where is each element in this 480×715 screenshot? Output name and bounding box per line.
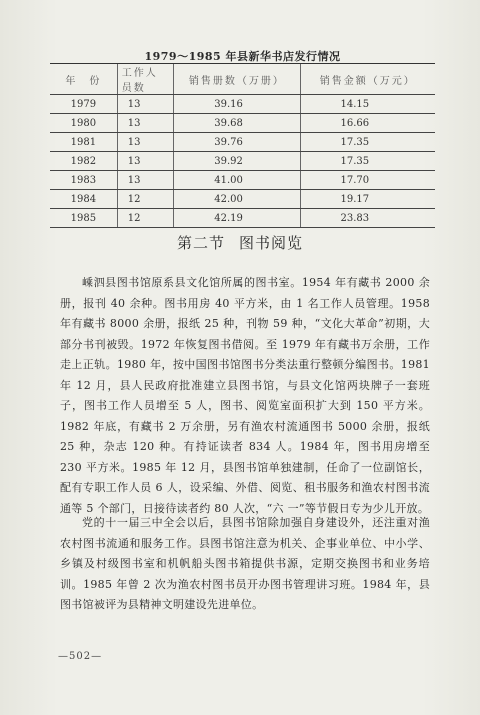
cell-amount: 16.66: [300, 114, 435, 133]
cell-volume: 41.00: [174, 171, 300, 190]
table-row: [50, 133, 435, 152]
cell-year: 1979: [50, 95, 117, 114]
cell-year: 1981: [50, 133, 117, 152]
table-header-row: [50, 64, 435, 95]
table-row: [50, 171, 435, 190]
cell-year: 1983: [50, 171, 117, 190]
cell-staff: 12: [117, 209, 174, 228]
cell-amount: 19.17: [300, 190, 435, 209]
distribution-table: [50, 63, 435, 228]
table-row: [50, 209, 435, 228]
cell-staff: 13: [117, 171, 174, 190]
cell-volume: 42.00: [174, 190, 300, 209]
body-paragraph: 嵊泗县图书馆原系县文化馆所属的图书室。1954 年有藏书 2000 余册，报刊 40 余种。图书用房 40 平方米，由 1 名工作人员管理。1958 年有藏书 8000 余册，报纸 25 种，刊物 59 种，“文化大革命”初期，大部分书刊被毁。1972 年恢复图书借阅。至 1979 年有藏书万余册，工作走上正轨。1980 年，按中国图书馆图书分类法重行整顿分编图书。1981 年 12 月，县人民政府批准建立县图书馆，与县文化馆两块牌子一套班子，图书工作人员增至 5 人，图书、阅览室面积扩大到 150 平方米。1982 年底，有藏书 2 万余册，另有渔农村流通图书 5000 余册，报纸 25 种，杂志 120 种。有持证读者 834 人。1984 年，图书用房增至 230 平方米。1985 年 12 月，县图书馆单独建制，任命了一位副馆长，配有专职工作人员 6 人，设采编、外借、阅览、租书服务和渔农村图书流通等 5 个部门，日接待读者约 80 人次，“六 一”等节假日专为少儿开放。: [60, 276, 430, 515]
cell-amount: 17.70: [300, 171, 435, 190]
table-row: [50, 152, 435, 171]
cell-volume: 39.68: [174, 114, 300, 133]
cell-staff: 13: [117, 152, 174, 171]
cell-amount: 17.35: [300, 133, 435, 152]
cell-volume: 39.16: [174, 95, 300, 114]
page-number: —502—: [58, 651, 103, 662]
section-title: 图书阅览: [239, 234, 304, 252]
header-volume: 销售册数（万册）: [174, 64, 300, 95]
cell-staff: 13: [117, 133, 174, 152]
cell-staff: 12: [117, 190, 174, 209]
section-heading: [0, 232, 480, 253]
header-amount: 销售金额（万元）: [300, 64, 435, 95]
cell-amount: 14.15: [300, 95, 435, 114]
table-title: 1979～1985 年县新华书店发行情况: [144, 50, 341, 63]
cell-staff: 13: [117, 114, 174, 133]
cell-volume: 39.76: [174, 133, 300, 152]
cell-year: 1980: [50, 114, 117, 133]
header-staff: 工作人员数: [117, 64, 174, 95]
table-row: [50, 114, 435, 133]
cell-volume: 42.19: [174, 209, 300, 228]
cell-year: 1982: [50, 152, 117, 171]
cell-year: 1985: [50, 209, 117, 228]
cell-volume: 39.92: [174, 152, 300, 171]
cell-amount: 23.83: [300, 209, 435, 228]
header-year: 年 份: [50, 64, 117, 95]
cell-amount: 17.35: [300, 152, 435, 171]
table-row: [50, 190, 435, 209]
cell-staff: 13: [117, 95, 174, 114]
body-paragraph: 党的十一届三中全会以后，县图书馆除加强自身建设外，还注重对渔农村图书流通和服务工作。县图书馆注意为机关、企事业单位、中小学、乡镇及村级图书室和机帆船头图书箱提供书源，定期交换图书和业务培训。1985 年曾 2 次为渔农村图书员开办图书管理讲习班。1984 年，县图书馆被评为县精神文明建设先进单位。: [60, 516, 430, 611]
section-number: 第二节: [176, 234, 225, 252]
cell-year: 1984: [50, 190, 117, 209]
table-row: [50, 95, 435, 114]
